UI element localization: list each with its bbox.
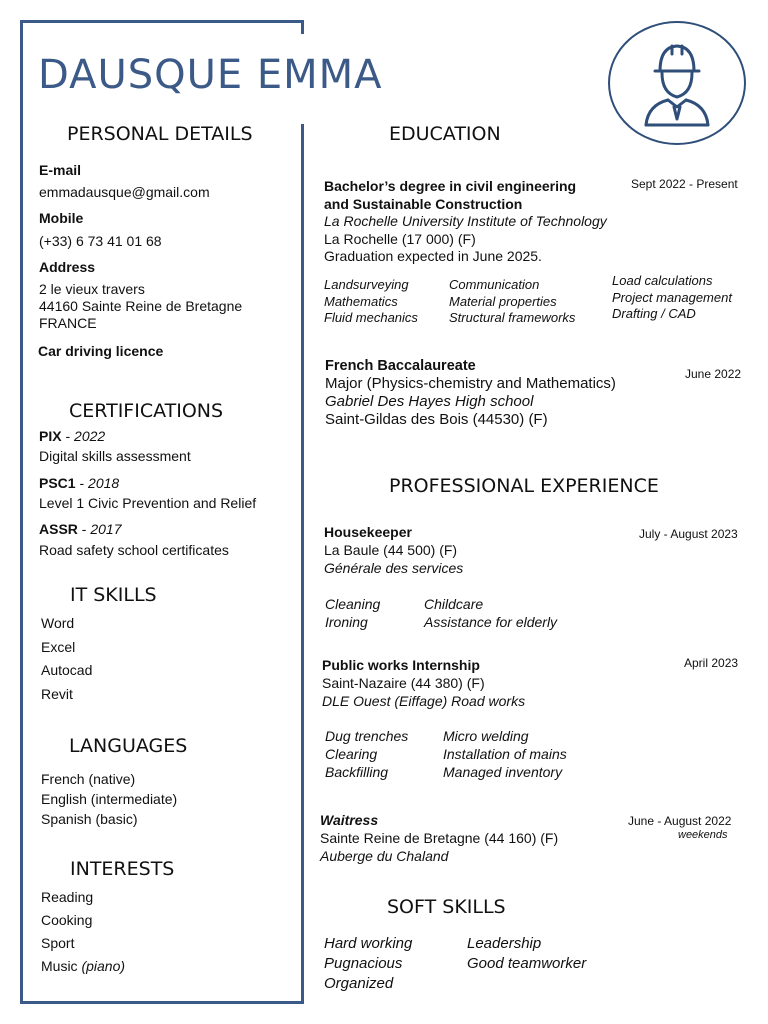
cert-name: PIX [39, 428, 62, 444]
interest-item [41, 958, 125, 975]
interest-item: Sport [41, 935, 75, 951]
education-date: June 2022 [685, 367, 742, 381]
personal-details-title: PERSONAL DETAILS [67, 123, 253, 145]
job-date-note: weekends [678, 829, 728, 841]
soft-skills-col-1 [324, 934, 412, 994]
soft-skill-item: Hard working [324, 935, 413, 952]
sidebar-border-top [20, 20, 304, 23]
graduation-note: Graduation expected in June 2025. [324, 248, 542, 264]
interests-title: INTERESTS [70, 858, 175, 880]
cert-description: Road safety school certificates [39, 542, 229, 558]
interest-item: Reading [41, 889, 94, 905]
interest-music: Music [41, 958, 82, 974]
job-date: June - August 2022 [628, 814, 732, 828]
soft-skill-item: Pugnacious [324, 955, 403, 972]
skill-item: Fluid mechanics [324, 310, 418, 325]
language-item: French (native) [41, 771, 136, 787]
school-location: Saint-Gildas des Bois (44530) (F) [325, 411, 548, 428]
cert-separator: - [77, 521, 91, 537]
experience-entry-housekeeper [324, 523, 463, 577]
task-item: Micro welding [443, 728, 529, 744]
job-company: DLE Ouest (Eiffage) Road works [322, 693, 526, 709]
task-item: Backfilling [325, 764, 389, 780]
education-skills-col-1 [324, 277, 418, 327]
language-item: Spanish (basic) [41, 811, 138, 827]
job-title: Waitress [320, 812, 379, 828]
job-tasks-col-1 [325, 595, 380, 631]
avatar [608, 21, 746, 145]
email-value[interactable]: emmadausque@gmail.com [39, 184, 210, 200]
address-label: Address [39, 259, 96, 275]
interest-item: Cooking [41, 912, 93, 928]
construction-worker-icon [610, 23, 744, 143]
it-skill-item: Excel [41, 639, 76, 655]
it-skill-item: Autocad [41, 662, 93, 678]
job-title: Housekeeper [324, 524, 412, 540]
skill-item: Material properties [449, 293, 557, 309]
degree-major: Major (Physics-chemistry and Mathematics) [325, 375, 616, 392]
mobile-label: Mobile [39, 210, 84, 226]
school-location: La Rochelle (17 000) (F) [324, 230, 476, 247]
cert-psc1 [39, 475, 119, 492]
mobile-value: (+33) 6 73 41 01 68 [39, 233, 162, 249]
address-line-1: 2 le vieux travers [39, 281, 145, 297]
cert-name: PSC1 [39, 475, 76, 491]
cert-pix [39, 428, 105, 445]
address-line-3: FRANCE [39, 315, 97, 331]
languages-list [41, 769, 177, 829]
soft-skills-title: SOFT SKILLS [387, 896, 506, 918]
task-item: Cleaning [325, 596, 381, 612]
soft-skill-item: Good teamworker [467, 955, 587, 972]
driving-licence: Car driving licence [38, 343, 164, 359]
email-label: E-mail [39, 162, 82, 178]
task-item: Childcare [424, 596, 484, 612]
skill-item: Load calculations [612, 273, 713, 288]
sidebar-border-right-lower [301, 124, 304, 1004]
job-location: Sainte Reine de Bretagne (44 160) (F) [320, 830, 559, 846]
skill-item: Structural frameworks [449, 310, 576, 325]
degree-title-line-2: and Sustainable Construction [324, 196, 523, 212]
job-date: April 2023 [684, 656, 739, 670]
education-title: EDUCATION [389, 123, 501, 145]
skill-item: Project management [612, 289, 732, 305]
experience-entry-internship [322, 656, 525, 710]
cert-separator: - [61, 428, 75, 444]
language-item: English (intermediate) [41, 791, 178, 807]
job-tasks-col-2 [424, 595, 557, 631]
cert-year: 2017 [90, 521, 122, 537]
cert-description: Level 1 Civic Prevention and Relief [39, 495, 257, 511]
it-skill-item: Revit [41, 686, 73, 702]
education-skills-col-3 [612, 273, 732, 323]
it-skill-item: Word [41, 615, 75, 631]
interest-music-detail: (piano) [81, 958, 126, 974]
skill-item: Communication [449, 277, 540, 292]
skill-item: Drafting / CAD [612, 306, 696, 321]
cert-description: Digital skills assessment [39, 448, 191, 464]
task-item: Installation of mains [443, 746, 567, 762]
education-entry-baccalaureate [325, 357, 616, 429]
education-entry-bachelor [324, 177, 607, 266]
task-item: Ironing [325, 614, 368, 630]
soft-skills-col-2 [467, 934, 586, 974]
cert-year: 2018 [88, 475, 120, 491]
cert-name: ASSR [39, 521, 78, 537]
experience-entry-waitress [320, 811, 558, 865]
job-tasks-col-1 [325, 727, 408, 781]
job-company: Générale des services [324, 560, 464, 576]
sidebar-border-right-upper [301, 20, 304, 34]
job-location: La Baule (44 500) (F) [324, 542, 458, 558]
address-block [39, 281, 242, 332]
soft-skill-item: Organized [324, 975, 394, 992]
school-name: Gabriel Des Hayes High school [325, 393, 534, 410]
it-skills-title: IT SKILLS [70, 584, 157, 606]
sidebar-border-left [20, 20, 23, 1004]
certifications-title: CERTIFICATIONS [69, 400, 224, 422]
job-location: Saint-Nazaire (44 380) (F) [322, 675, 485, 691]
job-tasks-col-2 [443, 727, 567, 781]
job-title: Public works Internship [322, 657, 480, 673]
skill-item: Mathematics [324, 293, 398, 309]
cert-assr [39, 521, 122, 538]
languages-title: LANGUAGES [69, 735, 188, 757]
school-name: La Rochelle University Institute of Technology [324, 213, 607, 229]
address-line-2: 44160 Sainte Reine de Bretagne [39, 298, 243, 314]
candidate-name: DAUSQUE EMMA [38, 52, 383, 98]
task-item: Dug trenches [325, 728, 409, 744]
degree-title: French Baccalaureate [325, 358, 476, 374]
soft-skill-item: Leadership [467, 935, 542, 952]
sidebar-border-bottom [20, 1001, 304, 1004]
task-item: Managed inventory [443, 764, 563, 780]
degree-title-line-1: Bachelor’s degree in civil engineering [324, 178, 577, 194]
job-date: July - August 2023 [639, 527, 738, 541]
task-item: Clearing [325, 746, 378, 762]
skill-item: Landsurveying [324, 277, 409, 292]
education-date: Sept 2022 - Present [631, 177, 738, 191]
job-company: Auberge du Chaland [320, 848, 449, 864]
cert-year: 2022 [74, 428, 106, 444]
cert-separator: - [75, 475, 89, 491]
task-item: Assistance for elderly [424, 614, 558, 630]
education-skills-col-2 [449, 277, 575, 327]
experience-title: PROFESSIONAL EXPERIENCE [389, 475, 659, 497]
